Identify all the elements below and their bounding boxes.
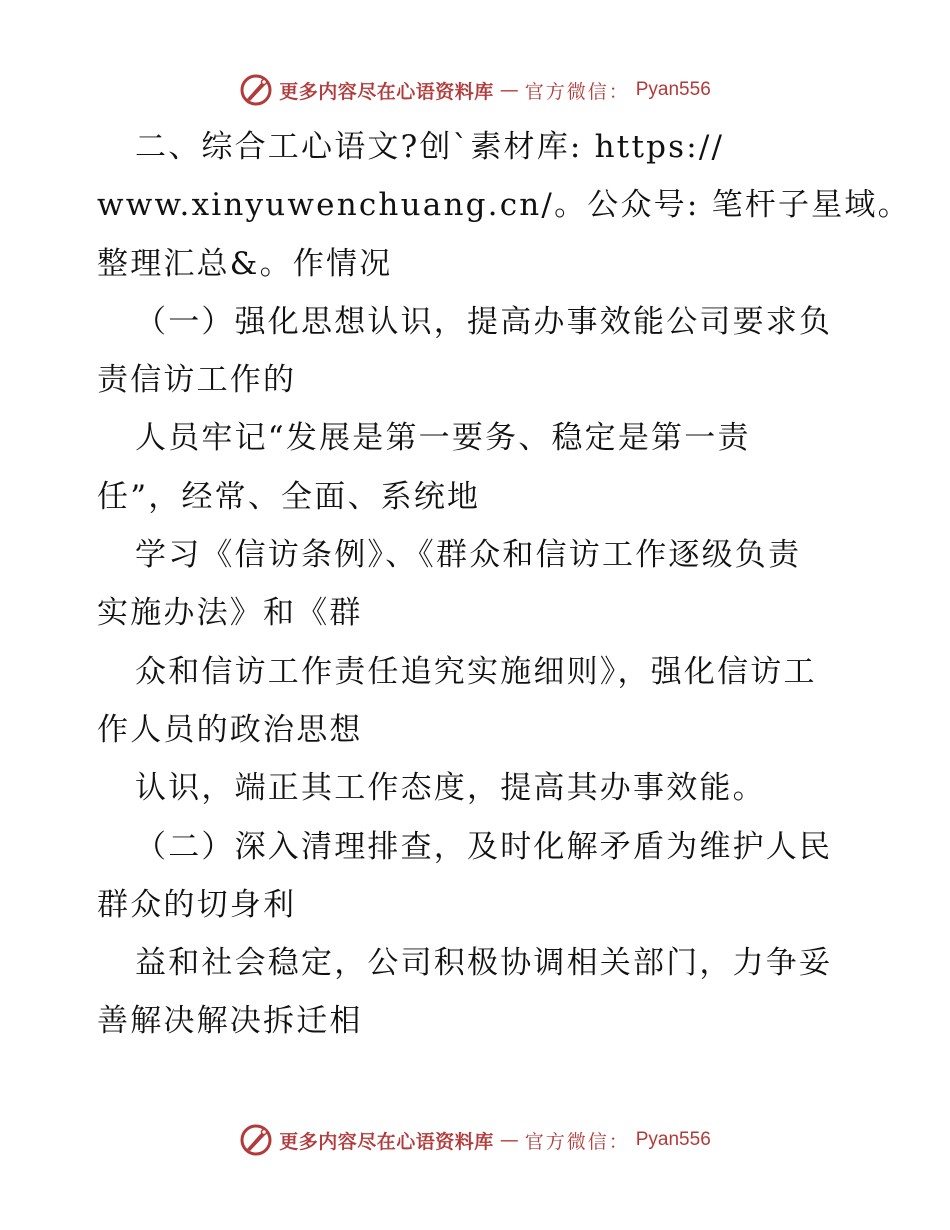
quill-pen-circle-icon (239, 1123, 273, 1157)
watermark-official-label: 官方微信： (524, 1130, 630, 1153)
text-line: 群众的切身利 (97, 886, 297, 923)
text-line: 认识，端正其工作态度，提高其办事效能。 (135, 770, 766, 807)
text-line: 学习《信访条例》、《群众和信访工作逐级负责 (135, 537, 802, 574)
header-watermark (0, 70, 950, 110)
text-line: （二）深入清理排查，及时化解矛盾为维护人民 (135, 828, 833, 865)
watermark-dash: — (499, 79, 519, 101)
text-line: 整理汇总&。作情况 (97, 245, 393, 282)
text-line: 益和社会稳定，公司积极协调相关部门，力争妥 (135, 945, 833, 982)
watermark-prefix: 更多内容尽在心语资料库 (279, 80, 494, 103)
quill-pen-circle-icon (239, 73, 273, 107)
watermark-prefix: 更多内容尽在心语资料库 (279, 1130, 494, 1153)
footer-watermark (0, 1120, 950, 1160)
text-line: 善解决解决拆迁相 (97, 1003, 363, 1040)
text-line: 任”，经常、全面、系统地 (97, 478, 481, 515)
text-line: 众和信访工作责任追究实施细则》，强化信访工 (135, 653, 817, 690)
text-line: 责信访工作的 (97, 362, 297, 399)
watermark-dash: — (499, 1129, 519, 1151)
watermark-wechat-id: Pyan556 (635, 79, 711, 100)
text-line: www.xinyuwenchuang.cn/。公众号: 笔杆子星域。 (97, 187, 911, 224)
watermark-official-label: 官方微信： (524, 80, 630, 103)
text-line: 作人员的政治思想 (97, 711, 363, 748)
text-line: 实施办法》和《群 (97, 595, 363, 632)
watermark-wechat-id: Pyan556 (635, 1129, 711, 1150)
document-body (97, 118, 911, 1051)
text-line: （一）强化思想认识，提高办事效能公司要求负 (135, 303, 833, 340)
text-line: 二、综合工心语文?创`素材库: https:// (135, 129, 725, 165)
text-line: 人员牢记“发展是第一要务、稳定是第一责 (135, 420, 751, 457)
